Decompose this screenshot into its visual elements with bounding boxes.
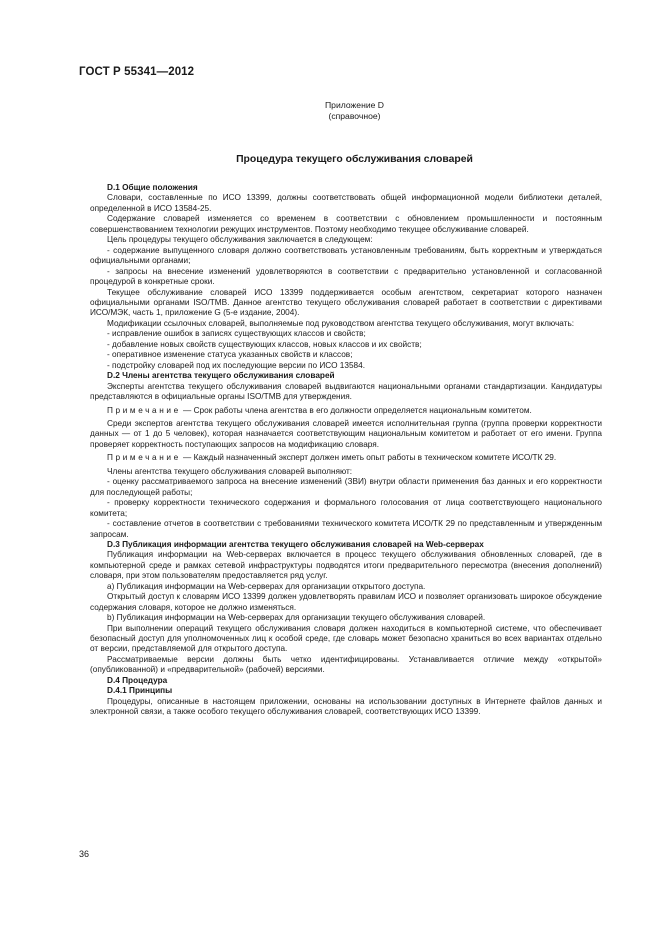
- note-text: — Срок работы члена агентства в его должности определяется национальным комитетом.: [180, 405, 532, 415]
- document-id-header: ГОСТ Р 55341—2012: [79, 66, 195, 78]
- paragraph: Члены агентства текущего обслуживания словарей выполняют:: [107, 466, 353, 476]
- section-heading-d4: D.4 Процедура: [107, 675, 168, 685]
- paragraph: Публикация информации на Web-серверах включается в процесс текущего обслуживания обновленных словарей, где в компьютерной среде и рамках сетевой инфраструктуры подводятся итоги предварительного пересмотра (внесения дополнений) словаря, при этом пользователям предоставляется ряд услуг.: [90, 550, 602, 581]
- list-item: - составление отчетов в соответствии с требованиями технического комитета ИСО/ТК 29 по представленным и утвержденным запросам.: [90, 519, 602, 539]
- annex-type: (справочное): [328, 111, 381, 121]
- annex-title: Процедура текущего обслуживания словарей: [236, 154, 473, 165]
- list-item: - исправление ошибок в записях существующих классов и свойств;: [107, 329, 366, 339]
- document-body: [90, 183, 602, 718]
- list-item: - запросы на внесение изменений удовлетворяются в соответствии с предварительно установленной и согласованной процедурой в конкретные сроки.: [90, 266, 602, 287]
- paragraph: Среди экспертов агентства текущего обслуживания словарей имеется исполнительная группа (группа проверки корректности данных — от 1 до 5 человек), которая назначается соответствующим национальным комитетом и работает от его имени. Группа проверяет корректность поступающих запросов на модификацию словаря.: [90, 418, 602, 449]
- list-item: - оперативное изменение статуса указанных свойств и классов;: [107, 350, 353, 360]
- paragraph: Модификации ссылочных словарей, выполняемые под руководством агентства текущего обслуживания, могут включать:: [107, 318, 575, 328]
- note: [90, 453, 602, 463]
- paragraph: При выполнении операций текущего обслуживания словаря должен находиться в компьютерной системе, что обеспечивает безопасный доступ для уполномоченных лиц к особой среде, где словарь может безопасно храниться во всех вариантах отдельно от версии, представляемой для открытого доступа.: [90, 623, 602, 654]
- note-label: Примечание: [107, 405, 181, 415]
- subsection-heading-d4-1: D.4.1 Принципы: [107, 686, 173, 696]
- page-number: 36: [79, 849, 90, 859]
- list-item: - подстройку словарей под их последующие версии по ИСО 13584.: [107, 360, 366, 370]
- paragraph: Процедуры, описанные в настоящем приложении, основаны на использовании доступных в Интернете файлов данных и электронной связи, а также особого текущего обслуживания словарей, соответствующих ИСО 13399.: [90, 696, 602, 717]
- paragraph: Цель процедуры текущего обслуживания заключается в следующем:: [107, 235, 373, 245]
- paragraph: Словари, составленные по ИСО 13399, должны соответствовать общей информационной модели библиотеки деталей, определенной в ИСО 13584-25.: [90, 193, 602, 213]
- section-heading-d2: D.2 Члены агентства текущего обслуживания словарей: [107, 371, 335, 381]
- paragraph: Текущее обслуживание словарей ИСО 13399 поддерживается особым агентством, секретариат которого назначен официальными органами ISO/TMB. Данное агентство текущего обслуживания словарей работает в соответствии с директивами ИСО/МЭК, часть 1, приложение G (5-е издание, 2004).: [90, 287, 602, 318]
- paragraph: Рассматриваемые версии должны быть четко идентифицированы. Устанавливается отличие между «открытой» (опубликованной) и «предварительной» (рабочей) версиями.: [90, 654, 602, 675]
- list-item: - оценку рассматриваемого запроса на внесение изменений (ЗВИ) внутри области применения баз данных и его корректности для последующей работы;: [90, 477, 602, 497]
- paragraph: Открытый доступ к словарям ИСО 13399 должен удовлетворять правилам ИСО и позволяет организовать широкое обсуждение содержания словаря, которое не должно изменяться.: [90, 592, 602, 612]
- list-item: b) Публикация информации на Web-серверах для организации текущего обслуживания словарей.: [107, 613, 486, 623]
- section-heading-d3: D.3 Публикация информации агентства текущего обслуживания словарей на Web-серверах: [107, 539, 484, 549]
- list-item: - проверку корректности технического содержания и формального голосования от лица соответствующего национального комитета;: [90, 498, 602, 518]
- list-item: - добавление новых свойств существующих классов, новых классов и их свойств;: [107, 339, 422, 349]
- list-item: а) Публикация информации на Web-серверах для организации открытого доступа.: [107, 581, 426, 591]
- section-heading-d1: D.1 Общие положения: [107, 183, 198, 192]
- paragraph: Содержание словарей изменяется со временем в соответствии с обновлением промышленности и постоянным совершенствованием технологии режущих инструментов. Поэтому необходимо текущее обслуживание словарей.: [90, 214, 602, 234]
- note-text: — Каждый назначенный эксперт должен иметь опыт работы в техническом комитете ИСО/ТК 29.: [180, 453, 557, 463]
- note-label: Примечание: [107, 453, 181, 463]
- list-item: - содержание выпущенного словаря должно соответствовать установленным требованиям, быть корректным и утверждаться официальными органами;: [90, 245, 602, 266]
- paragraph: Эксперты агентства текущего обслуживания словарей выдвигаются национальными органами стандартизации. Кандидатуры представляются в официальные органы ISO/TMB для утверждения.: [90, 381, 602, 402]
- note: [90, 406, 602, 416]
- annex-label: Приложение D: [325, 100, 384, 110]
